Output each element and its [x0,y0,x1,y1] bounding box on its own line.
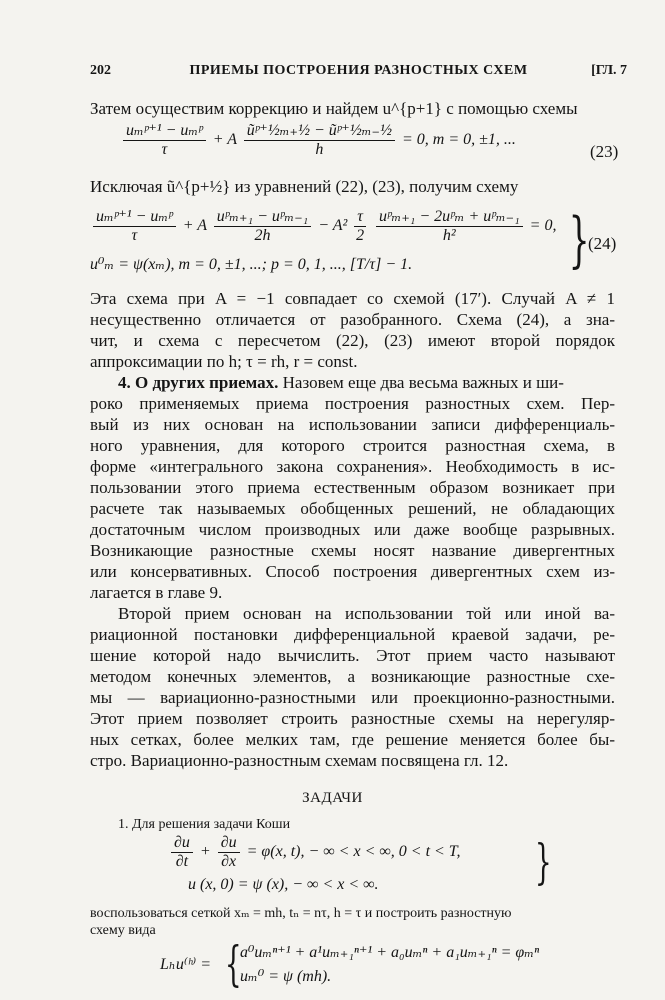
text-line: расчете так называемых обобщенных решений, не обладающих [90,499,615,518]
text-line: стро. Вариационно-разностным схемам посвящена гл. 12. [90,751,509,770]
scheme-lhs: Lₕu⁽ʰ⁾ = [160,956,212,973]
excluding-line: Исключая ũ^{p+½} из уравнений (22), (23), получим схему [90,177,519,196]
text-line: достаточным числом производных или даже вообще разрывных. [90,520,615,539]
cauchy-equation-line-1: $\frac{\partial u}{\partial t}$ + $\frac{\partial u}{\partial x}$ = φ(x, t), − ∞ < x < ∞, 0 < t < T, [168,834,461,871]
paragraph-heading-line: 4. О других приемах. Назовем еще два весьма важных и ши- [118,373,564,392]
task-1-intro: 1. Для решения задачи Коши [118,817,291,832]
equation-24-line-1: $\frac{\text{uₘᵖ⁺¹ − uₘᵖ}}{\tau}$ + A $\frac{\text{uᵖₘ₊₁ − uᵖₘ₋₁}}{2h}$ − A² $\frac{\tau}{2}$ $\frac{\text{uᵖₘ₊₁ − 2uᵖₘ + uᵖₘ₋₁}}{\text{h²}}$ = 0, [90,208,556,245]
equation-24-line-2: u⁰ₘ = ψ(xₘ), m = 0, ±1, ...; p = 0, 1, ..., [T/τ] − 1. [90,256,413,273]
fraction: $\frac{\text{uᵖₘ₊₁ − 2uᵖₘ + uᵖₘ₋₁}}{\text{h²}}$ [376,208,523,245]
equation-23: $\frac{\text{uₘᵖ⁺¹ − uₘᵖ}}{\tau}$ + A $\frac{\text{ũᵖ⁺½ₘ₊½ − ũᵖ⁺½ₘ₋½}}{h}$ = 0, m = 0, ±1, ... [120,122,516,159]
running-header [90,63,627,83]
right-brace: } [568,205,590,275]
text-line: аппроксимации по h; τ = rh, r = const. [90,352,358,371]
fraction: $\frac{\partial u}{\partial x}$ [218,834,240,871]
text-line: пользовании этого приема естественным образом возникает при [90,478,615,497]
text-line: лагается в главе 9. [90,583,223,602]
task-1-text-line: воспользоваться сеткой xₘ = mh, tₙ = nτ, h = τ и построить разностную [90,906,512,921]
text-line: вый из них основан на использовании записи дифференциаль- [90,415,615,434]
scheme-line-2: uₘ⁰ = ψ (mh). [240,968,332,985]
section-title: ЗАДАЧИ [302,790,363,806]
text-line: роко применяемых приема построения разностных схем. Пер- [90,394,615,413]
left-brace: { [224,936,242,992]
text-line: чит, и схема с пересчетом (22), (23) имеют второй порядок [90,331,615,350]
running-title: ПРИЕМЫ ПОСТРОЕНИЯ РАЗНОСТНЫХ СХЕМ [189,63,528,78]
equation-number-23: (23) [590,142,619,161]
cauchy-equation-line-2: u (x, 0) = ψ (x), − ∞ < x < ∞. [188,876,379,893]
page-number: 202 [90,63,111,78]
text-line: риационной постановки дифференциальной краевой задачи, ре- [90,625,615,644]
text-line: методом конечных элементов, а возникающие разностные схе- [90,667,615,686]
text-line: Второй прием основан на использовании той или иной ва- [118,604,615,623]
fraction: $\frac{\text{uᵖₘ₊₁ − uᵖₘ₋₁}}{2h}$ [214,208,311,245]
subsection-heading: 4. О других приемах. [118,373,279,392]
intro-line: Затем осуществим коррекцию и найдем u^{p+1} с помощью схемы [90,99,578,118]
text-line: Этот прием позволяет строить разностные схемы на нерегуляр- [90,709,615,728]
scheme-line-1: a⁰uₘⁿ⁺¹ + a¹uₘ₊₁ⁿ⁺¹ + a₀uₘⁿ + a₁uₘ₊₁ⁿ = φₘⁿ [240,944,540,961]
fraction: $\frac{\partial u}{\partial t}$ [171,834,193,871]
fraction: $\frac{\text{uₘᵖ⁺¹ − uₘᵖ}}{\tau}$ [93,208,176,245]
task-1-text-line: схему вида [90,923,156,938]
text-line: форме «интегрального закона сохранения». Необходимость в ис- [90,457,615,476]
text-line: ных сетках, более мелких там, где решение меняется более бы- [90,730,615,749]
text-line: мы — вариационно-разностными или проекционно-разностными. [90,688,615,707]
text-line: или консервативных. Способ построения дивергентных схем из- [90,562,615,581]
fraction: $\frac{\tau}{2}$ [356,208,365,244]
fraction: $\frac{\text{uₘᵖ⁺¹ − uₘᵖ}}{\tau}$ [123,122,206,159]
text-line: ного уравнения, для которого строится разностная схема, в [90,436,615,455]
right-brace: } [534,834,552,890]
text-line: Эта схема при A = −1 совпадает со схемой (17′). Случай A ≠ 1 [90,289,615,308]
text-line: Возникающие разностные схемы носят название дивергентных [90,541,615,560]
chapter-label: [ГЛ. 7 [591,63,627,78]
text-line: шение которой надо вычислить. Этот прием часто называют [90,646,615,665]
fraction: $\frac{\text{ũᵖ⁺½ₘ₊½ − ũᵖ⁺½ₘ₋½}}{h}$ [244,122,395,159]
text-line: несущественно отличается от разобранного. Схема (24), а зна- [90,310,615,329]
equation-number-24: (24) [588,234,617,253]
